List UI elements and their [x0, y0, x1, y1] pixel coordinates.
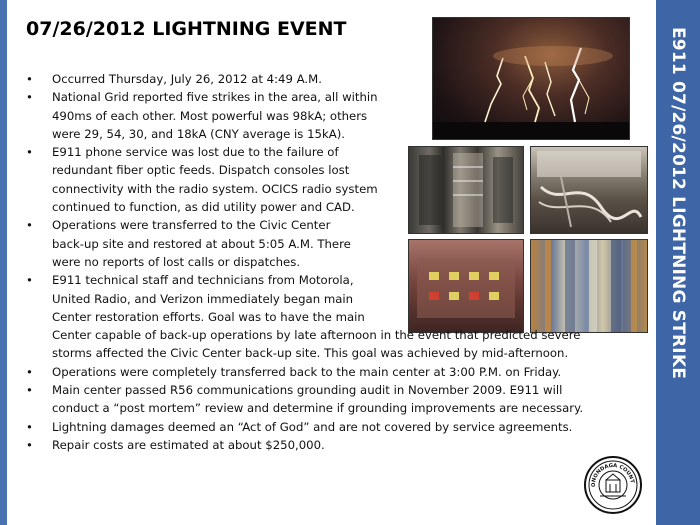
bullet-line: 490ms of each other. Most powerful was 98kA; others [52, 108, 368, 123]
county-seal-logo [584, 456, 642, 514]
seal-emblem-icon [586, 458, 640, 512]
bullet-line: Center capable of back-up operations by late afternoon in the event that predicted severe [52, 328, 581, 343]
svg-text:ONONDAGA COUNTY: ONONDAGA COUNT [590, 462, 635, 487]
bullet-line: connectivity with the radio system. OCICS radio system [52, 181, 378, 196]
bullet-item [26, 143, 651, 216]
bullet-item [26, 363, 651, 381]
bullet-dot: • [26, 145, 33, 160]
bullet-line: continued to function, as did utility power and CAD. [52, 200, 355, 215]
bullet-line: Repair costs are estimated at about $250,000. [52, 437, 325, 452]
bullet-dot: • [26, 437, 33, 452]
bullet-line: National Grid reported five strikes in the area, all within [52, 90, 378, 105]
left-accent-bar [0, 0, 7, 525]
bullet-item [26, 88, 651, 143]
bullet-line: Center restoration efforts. Goal was to have the main [52, 309, 365, 324]
bullet-line: Operations were completely transferred back to the main center at 3:00 P.M. on Friday. [52, 364, 562, 379]
bullet-line: E911 phone service was lost due to the failure of [52, 145, 339, 160]
bullet-dot: • [26, 90, 33, 105]
bullet-line: were no reports of lost calls or dispatches. [52, 254, 301, 269]
slide-title: 07/26/2012 LIGHTNING EVENT [26, 18, 347, 40]
bullet-item [26, 271, 651, 362]
bullet-line: Operations were transferred to the Civic Center [52, 218, 331, 233]
bullet-dot: • [26, 419, 33, 434]
bullet-line: redundant fiber optic feeds. Dispatch consoles lost [52, 163, 350, 178]
bullet-list [26, 70, 651, 454]
bullet-line: back-up site and restored at about 5:05 A.M. There [52, 236, 351, 251]
bullet-line: storms affected the Civic Center back-up site. This goal was achieved by mid-afternoon. [52, 346, 569, 361]
bullet-line: Main center passed R56 communications grounding audit in November 2009. E911 will [52, 383, 563, 398]
bullet-line: Occurred Thursday, July 26, 2012 at 4:49 A.M. [52, 72, 322, 86]
bullet-line: E911 technical staff and technicians from Motorola, [52, 273, 354, 288]
bullet-item [26, 70, 651, 88]
bullet-dot: • [26, 364, 33, 379]
bullet-line: were 29, 54, 30, and 18kA (CNY average is 15kA). [52, 126, 346, 141]
vertical-side-title: E911 07/26/2012 LIGHTNING STRIKE [668, 26, 688, 380]
bullet-line: conduct a “post mortem” review and determine if grounding improvements are necessary. [52, 401, 584, 416]
bullet-line: Lightning damages deemed an “Act of God” and are not covered by service agreements. [52, 419, 573, 434]
bullet-dot: • [26, 273, 33, 288]
bullet-item [26, 381, 651, 418]
bullet-item [26, 436, 651, 454]
bullet-dot: • [26, 218, 33, 233]
bullet-dot: • [26, 383, 33, 398]
bullet-dot: • [26, 72, 33, 86]
bullet-item [26, 418, 651, 436]
bullet-item [26, 216, 651, 271]
bullet-line: United Radio, and Verizon immediately began main [52, 291, 354, 306]
